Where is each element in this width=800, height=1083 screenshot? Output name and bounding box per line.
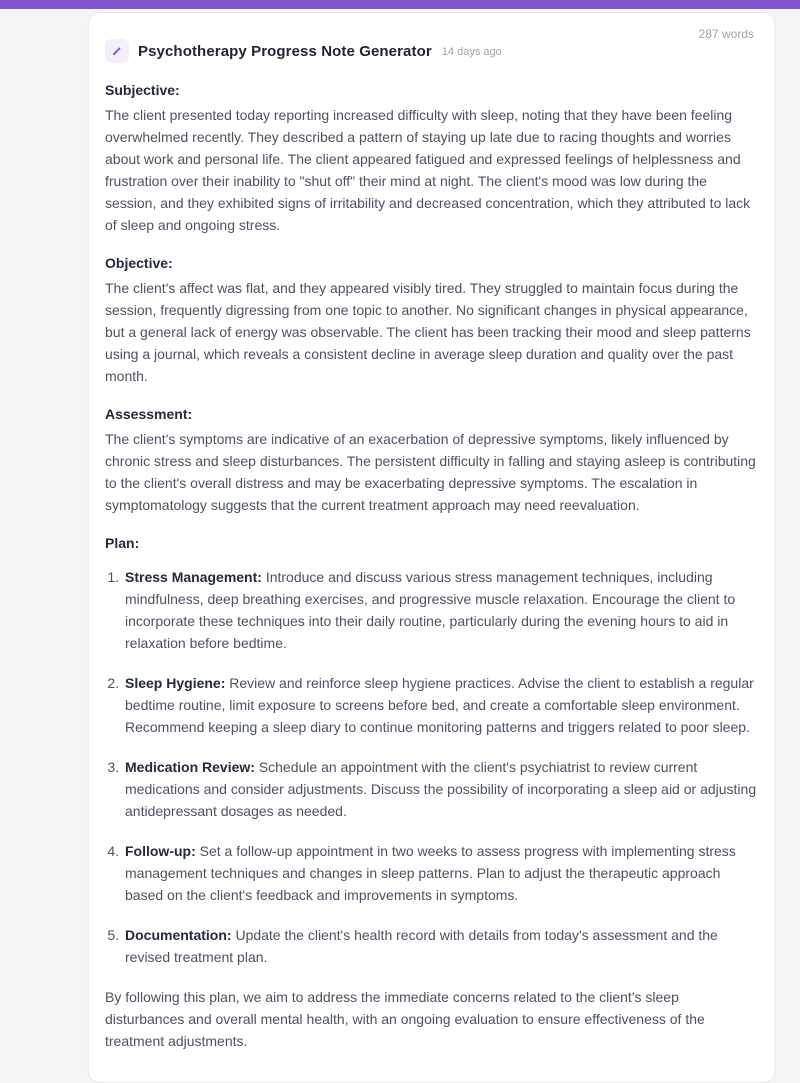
plan-item-label: Follow-up:: [125, 843, 196, 859]
plan-item-text: Review and reinforce sleep hygiene practices. Advise the client to establish a regular bedtime routine, limit exposure to screens before bed, and create a comfortable sleep environment. Recommend keeping a sleep diary to continue monitoring patterns and triggers related to poor sleep.: [125, 675, 754, 735]
top-accent-bar: [0, 0, 800, 9]
note-card: [88, 12, 775, 1083]
section-body-subjective: The client presented today reporting increased difficulty with sleep, noting that they have been feeling overwhelmed recently. They described a pattern of staying up late due to racing thoughts and worries about work and personal life. The client appeared fatigued and expressed feelings of helplessness and frustration over their inability to "shut off" their mind at night. The client's mood was low during the session, and they exhibited signs of irritability and decreased concentration, which they attributed to lack of sleep and ongoing stress.: [105, 107, 751, 233]
section-heading-plan: Plan:: [105, 535, 140, 551]
plan-item-documentation: [123, 924, 758, 968]
pencil-icon: [105, 39, 129, 63]
plan-item-text: Schedule an appointment with the client's psychiatrist to review current medications and consider adjustments. Discuss the possibility of incorporating a sleep aid or adjusting antidepressant dosages as needed.: [125, 759, 757, 819]
plan-item-follow-up: [123, 840, 758, 906]
plan-item-label: Stress Management:: [125, 569, 262, 585]
closing-paragraph: By following this plan, we aim to address the immediate concerns related to the client's sleep disturbances and overall mental health, with an ongoing evaluation to ensure effectiveness of the treatment adjustments.: [105, 989, 705, 1049]
plan-item-label: Documentation:: [125, 927, 232, 943]
plan-item-sleep-hygiene: [123, 672, 758, 738]
word-count: 287 words: [698, 27, 754, 41]
plan-item-text: Update the client's health record with details from today's assessment and the revised treatment plan.: [125, 927, 718, 965]
note-timestamp: 14 days ago: [441, 46, 502, 58]
plan-item-text: Introduce and discuss various stress management techniques, including mindfulness, deep breathing exercises, and progressive muscle relaxation. Encourage the client to incorporate these techniques into their daily routine, particularly during the evening hours to aid in relaxation before bedtime.: [125, 569, 736, 651]
section-heading-objective: Objective:: [105, 255, 173, 271]
plan-item-medication-review: [123, 756, 758, 822]
section-body-objective: The client's affect was flat, and they appeared visibly tired. They struggled to maintain focus during the session, frequently digressing from one topic to another. No significant changes in physical appearance, but a general lack of energy was observable. The client has been tracking their mood and sleep patterns using a journal, which reveals a consistent decline in average sleep duration and quality over the past month.: [105, 280, 751, 384]
plan-list: [105, 566, 758, 968]
plan-item-stress-management: [123, 566, 758, 654]
section-heading-subjective: Subjective:: [105, 82, 180, 98]
note-header: [105, 39, 758, 63]
note-title: Psychotherapy Progress Note Generator: [138, 42, 432, 60]
plan-item-label: Medication Review:: [125, 759, 255, 775]
plan-item-label: Sleep Hygiene:: [125, 675, 226, 691]
section-body-assessment: The client's symptoms are indicative of an exacerbation of depressive symptoms, likely influenced by chronic stress and sleep disturbances. The persistent difficulty in falling and staying asleep is contributing to the client's overall distress and may be exacerbating depressive symptoms. The escalation in symptomatology suggests that the current treatment approach may need reevaluation.: [105, 431, 756, 513]
section-heading-assessment: Assessment:: [105, 406, 193, 422]
plan-item-text: Set a follow-up appointment in two weeks to assess progress with implementing stress management techniques and changes in sleep patterns. Plan to adjust the therapeutic approach based on the client's feedback and improvements in symptoms.: [125, 843, 736, 903]
